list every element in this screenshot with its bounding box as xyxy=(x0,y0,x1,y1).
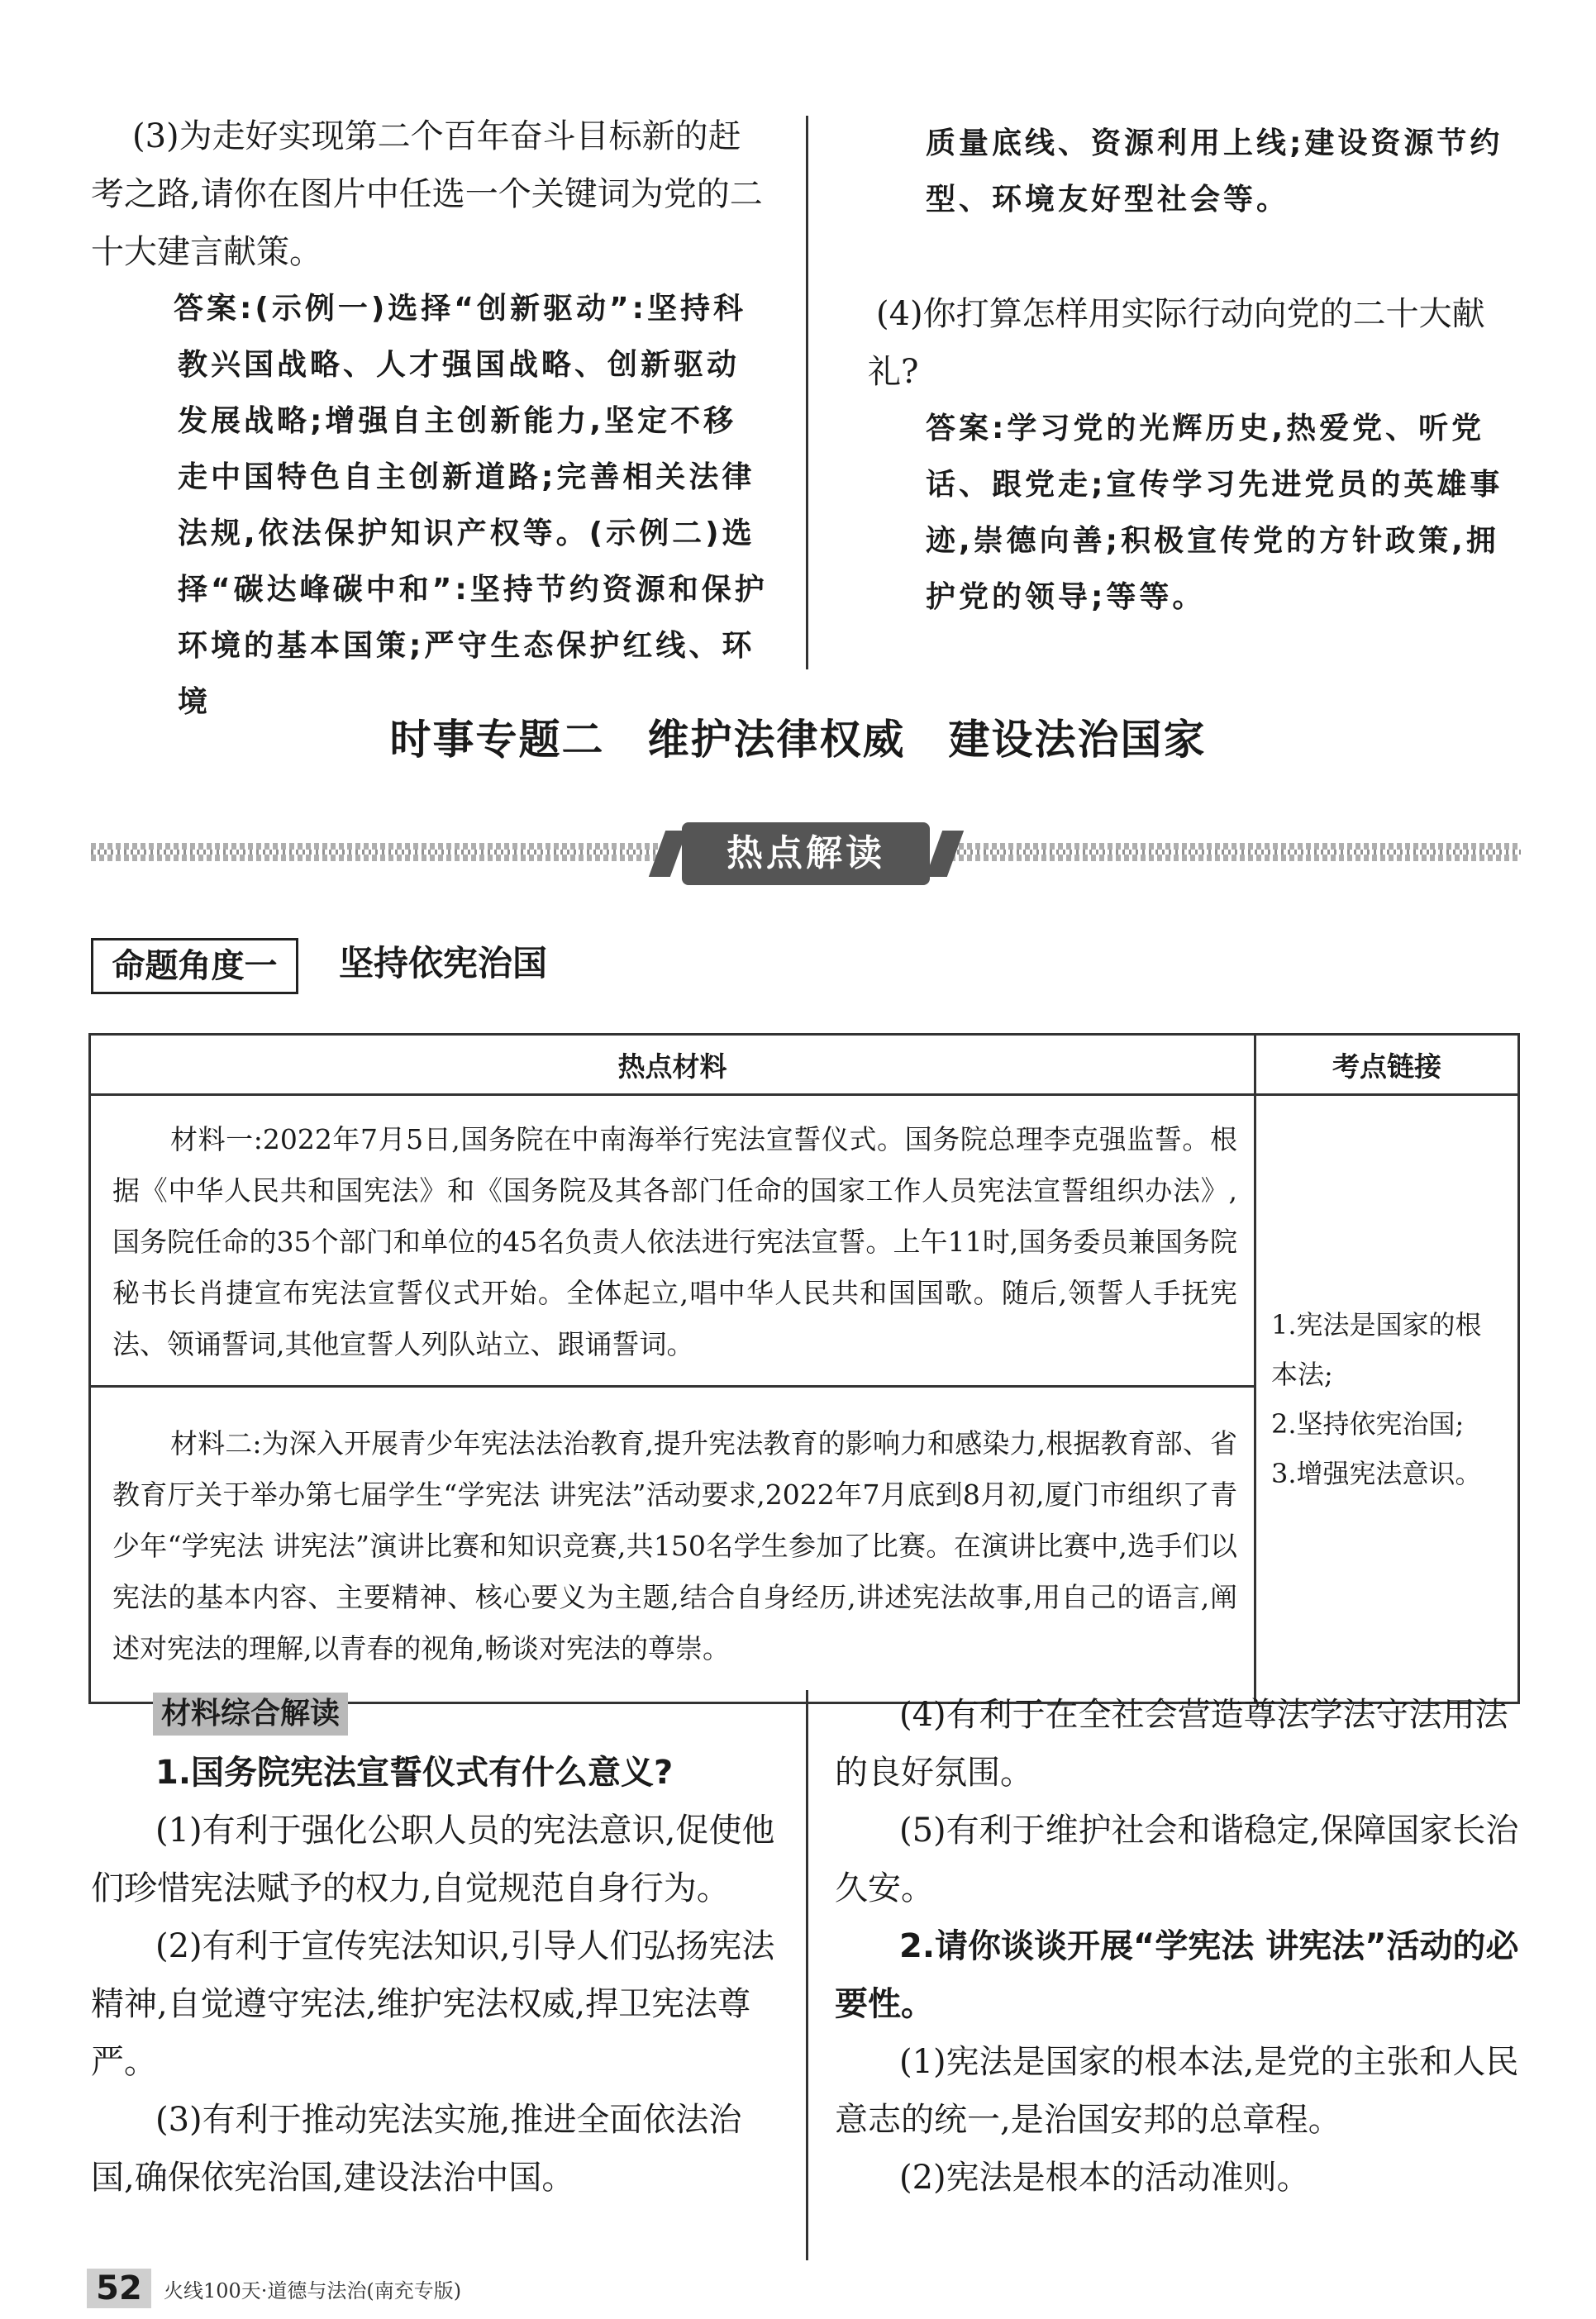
question-3: (3)为走好实现第二个百年奋斗目标新的赶考之路,请你在图片中任选一个关键词为党的二十大建言献策。 xyxy=(91,117,763,271)
interpret-tag: 材料综合解读 xyxy=(153,1693,348,1736)
column-divider-bottom xyxy=(806,1690,808,2260)
page-number: 52 xyxy=(87,2269,151,2308)
column-divider-top xyxy=(806,116,808,669)
interpret-left-column xyxy=(91,1744,777,2207)
link-item: 2.坚持依宪治国; xyxy=(1271,1407,1465,1440)
angle-label: 命题角度一 xyxy=(91,938,298,994)
banner-line-right xyxy=(950,843,1521,861)
link-item: 3.增强宪法意识。 xyxy=(1271,1457,1482,1489)
material-2: 材料二:为深入开展青少年宪法法治教育,提升宪法教育的影响力和感染力,根据教育部、省教育厅关于举办第七届学生“学宪法 讲宪法”活动要求,2022年7月底到8月初,厦门市组织了青少年“学宪法 讲宪法”演讲比赛和知识竞赛,共150名学生参加了比赛。在演讲比赛中,选手们以宪法的基本内容、主要精神、核心要义为主题,结合自身经历,讲述宪法故事,用自己的语言,阐述对宪法的理解,以青春的视角,畅谈对宪法的尊崇。 xyxy=(90,1387,1255,1703)
q1-point: (2)有利于宣传宪法知识,引导人们弘扬宪法精神,自觉遵守宪法,维护宪法权威,捍卫宪法尊严。 xyxy=(91,1927,775,2081)
footer-text: 火线100天·道德与法治(南充专版) xyxy=(164,2279,462,2302)
q2-point: (2)宪法是根本的活动准则。 xyxy=(899,2159,1310,2197)
material-1: 材料一:2022年7月5日,国务院在中南海举行宪法宣誓仪式。国务院总理李克强监誓。根据《中华人民共和国宪法》和《国务院及其各部门任命的国家工作人员宪法宣誓组织办法》,国务院任命的35个部门和单位的45名负责人依法进行宪法宣誓。上午11时,国务委员兼国务院秘书长肖捷宣布宪法宣誓仪式开始。全体起立,唱中华人民共和国国歌。随后,领誓人手抚宪法、领诵誓词,其他宣誓人列队站立、跟诵誓词。 xyxy=(90,1095,1255,1387)
hot-topic-banner: 热点解读 xyxy=(682,822,930,885)
q1-point: (5)有利于维护社会和谐稳定,保障国家长治久安。 xyxy=(835,1812,1519,1907)
q1-point: (3)有利于推动宪法实施,推进全面依法治国,确保依宪治国,建设法治中国。 xyxy=(91,2101,742,2197)
header-material: 热点材料 xyxy=(90,1035,1255,1095)
q2-point: (1)宪法是国家的根本法,是党的主张和人民意志的统一,是治国安邦的总章程。 xyxy=(835,2043,1519,2139)
hot-material-table xyxy=(88,1033,1520,1704)
question-2: 2.请你谈谈开展“学宪法 讲宪法”活动的必要性。 xyxy=(835,1927,1519,2023)
link-item: 1.宪法是国家的根本法; xyxy=(1271,1308,1482,1390)
q1-point: (4)有利于在全社会营造尊法学法守法用法的良好氛围。 xyxy=(835,1696,1508,1792)
answer-3: 答案:(示例一)选择“创新驱动”:坚持科教兴国战略、人才强国战略、创新驱动发展战略;增强自主创新能力,坚定不移走中国特色自主创新道路;完善相关法律法规,依法保护知识产权等。(示例二)选择“碳达峰碳中和”:坚持节约资源和保护环境的基本国策;严守生态保护红线、环境 xyxy=(174,292,768,719)
answer-3-continued: 质量底线、资源利用上线;建设资源节约型、环境友好型社会等。 xyxy=(926,126,1503,217)
topic-title: 时事专题二 维护法律权威 建设法治国家 xyxy=(389,715,1207,764)
answer-4: 答案:学习党的光辉历史,热爱党、听党话、跟党走;宣传学习先进党员的英雄事迹,崇德向善;积极宣传党的方针政策,拥护党的领导;等等。 xyxy=(926,412,1503,614)
angle-title: 坚持依宪治国 xyxy=(339,943,548,983)
question-4: (4)你打算怎样用实际行动向党的二十大献礼? xyxy=(868,295,1485,391)
header-link: 考点链接 xyxy=(1255,1035,1519,1095)
interpret-right-column xyxy=(835,1686,1521,2207)
banner-line-left xyxy=(91,843,661,861)
question-1: 1.国务院宪法宣誓仪式有什么意义? xyxy=(155,1754,674,1792)
knowledge-links xyxy=(1255,1095,1519,1703)
q1-point: (1)有利于强化公职人员的宪法意识,促使他们珍惜宪法赋予的权力,自觉规范自身行为。 xyxy=(91,1812,775,1907)
